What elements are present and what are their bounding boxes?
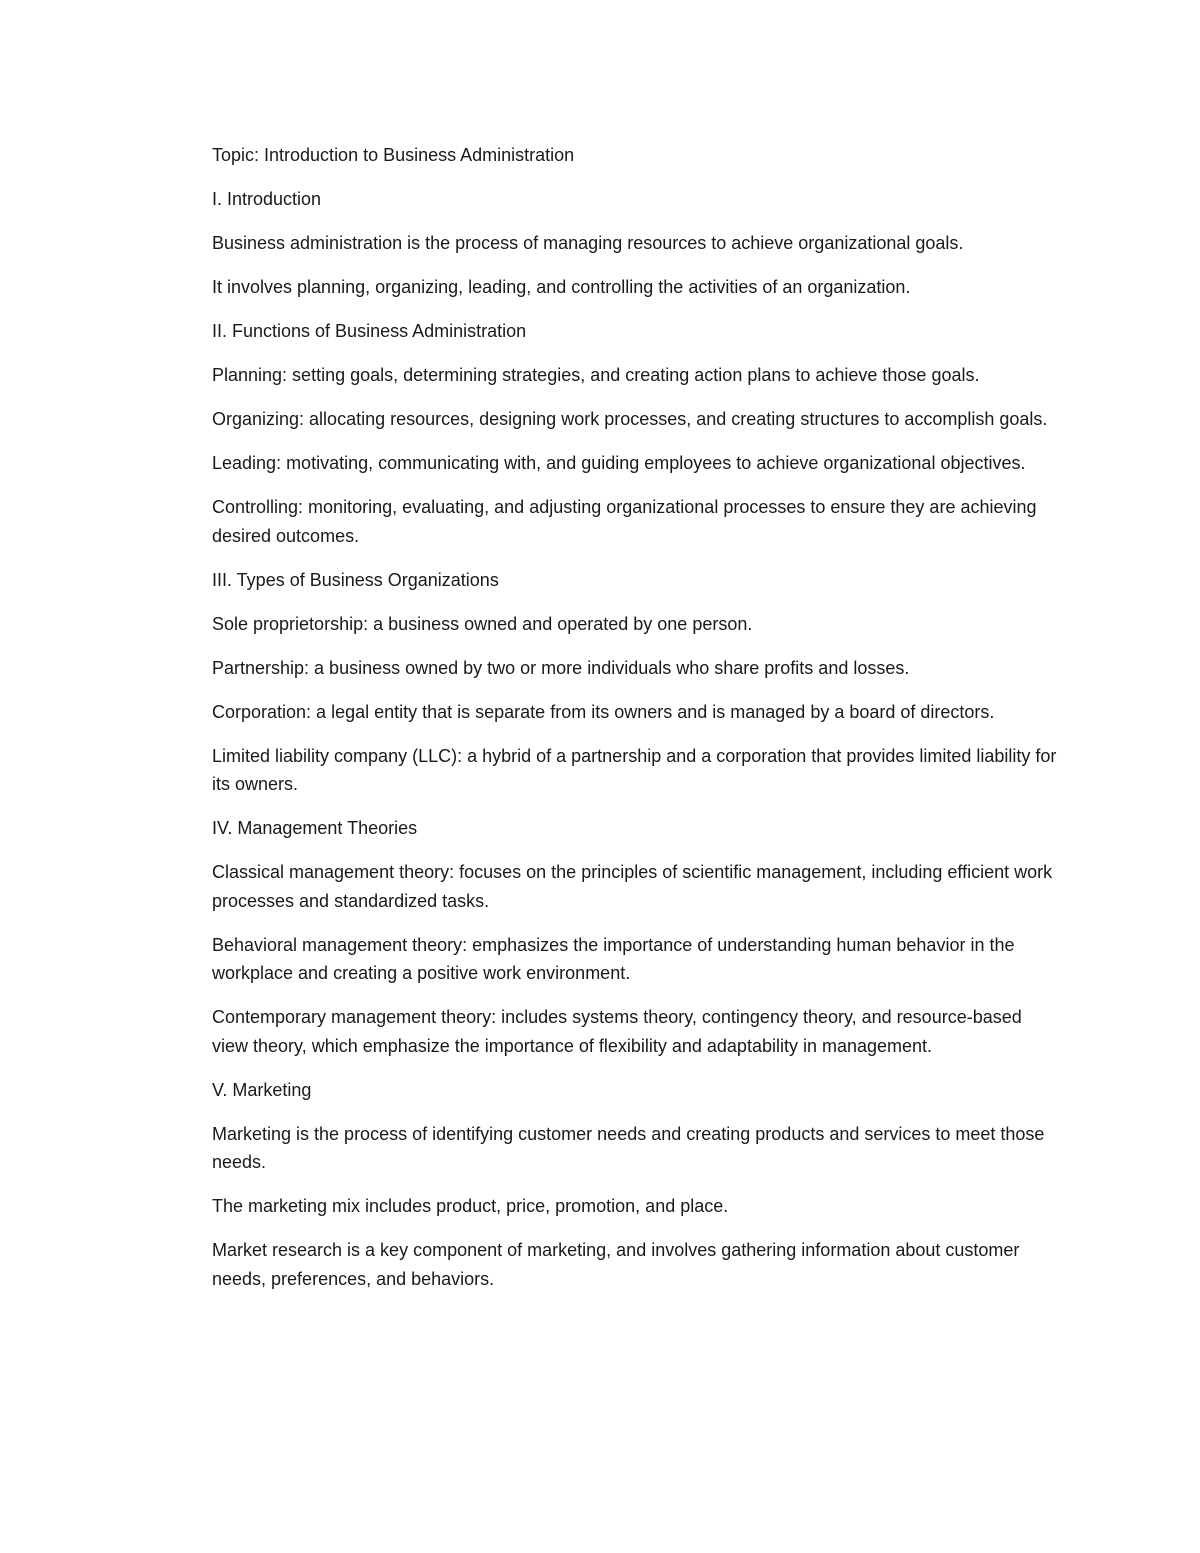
section-heading-marketing: V. Marketing (212, 1079, 312, 1100)
paragraph: Planning: setting goals, determining strategies, and creating action plans to achieve those goals. (212, 365, 980, 385)
document-body (212, 141, 1062, 1309)
section-heading-introduction: I. Introduction (212, 189, 322, 209)
paragraph: It involves planning, organizing, leading, and controlling the activities of an organization. (212, 277, 911, 297)
paragraph: Partnership: a business owned by two or more individuals who share profits and losses. (212, 657, 910, 678)
paragraph: Corporation: a legal entity that is separate from its owners and is managed by a board of directors. (212, 701, 995, 722)
paragraph: Sole proprietorship: a business owned and operated by one person. (212, 613, 753, 634)
paragraph: Organizing: allocating resources, designing work processes, and creating structures to accomplish goals. (212, 409, 1048, 429)
paragraph: Leading: motivating, communicating with, and guiding employees to achieve organizational objectives. (212, 453, 1026, 473)
document-topic: Topic: Introduction to Business Administration (212, 145, 575, 165)
paragraph: Controlling: monitoring, evaluating, and adjusting organizational processes to ensure they are achieving desired outcomes. (212, 497, 1037, 546)
paragraph: The marketing mix includes product, price, promotion, and place. (212, 1196, 729, 1216)
paragraph: Business administration is the process of managing resources to achieve organizational goals. (212, 233, 964, 253)
section-heading-functions: II. Functions of Business Administration (212, 321, 527, 341)
section-heading-management-theories: IV. Management Theories (212, 818, 418, 838)
paragraph: Marketing is the process of identifying customer needs and creating products and services to meet those needs. (212, 1123, 1045, 1172)
paragraph: Behavioral management theory: emphasizes the importance of understanding human behavior in the workplace and creating a positive work environment. (212, 934, 1015, 983)
paragraph: Market research is a key component of marketing, and involves gathering information about customer needs, preferences, and behaviors. (212, 1240, 1020, 1289)
paragraph: Classical management theory: focuses on the principles of scientific management, including efficient work processes and standardized tasks. (212, 862, 1053, 911)
paragraph: Limited liability company (LLC): a hybrid of a partnership and a corporation that provides limited liability for its owners. (212, 745, 1057, 794)
section-heading-types: III. Types of Business Organizations (212, 569, 499, 590)
paragraph: Contemporary management theory: includes systems theory, contingency theory, and resource-based view theory, which emphasize the importance of flexibility and adaptability in management. (212, 1007, 1022, 1056)
